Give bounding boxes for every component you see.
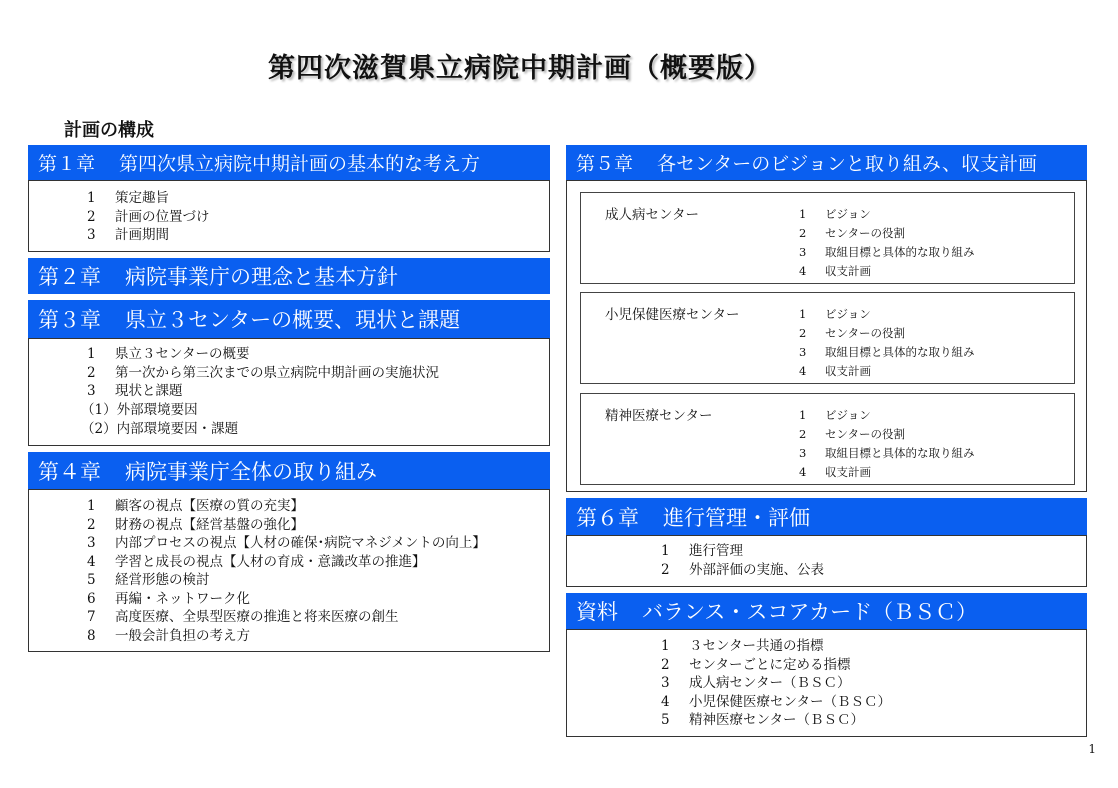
center-items — [799, 205, 975, 281]
chapter-6-list — [661, 542, 824, 579]
list-item: 1 ビジョン — [799, 207, 871, 221]
center-items — [799, 406, 975, 482]
appendix-title: バランス・スコアカード（ＢＳＣ） — [642, 600, 978, 624]
chapter-1-title: 第四次県立病院中期計画の基本的な考え方 — [119, 153, 481, 175]
chapter-6-header — [566, 498, 1087, 535]
chapter-1-list — [87, 189, 210, 245]
list-item: 4 収支計画 — [799, 465, 871, 479]
list-item: 2 財務の視点【経営基盤の強化】 — [87, 516, 304, 533]
chapter-6-body — [566, 535, 1087, 587]
chapter-3-header — [28, 300, 550, 338]
chapter-1-number: 第１章 — [38, 153, 96, 175]
list-item: 2 センターごとに定める指標 — [661, 656, 851, 673]
chapter-4-number: 第４章 — [38, 459, 101, 484]
chapter-3-number: 第３章 — [38, 308, 101, 332]
list-item: 3 現状と課題 — [87, 383, 183, 399]
chapter-1-header — [28, 145, 550, 180]
list-item: （2）内部環境要因・課題 — [81, 420, 239, 437]
center-panel-psychiatric — [580, 393, 1075, 485]
list-item: 1 策定趣旨 — [87, 190, 169, 206]
list-item: 2 第一次から第三次までの県立病院中期計画の実施状況 — [87, 364, 439, 381]
center-items — [799, 305, 975, 381]
center-panel-children — [580, 292, 1075, 384]
chapter-3-sublist — [81, 401, 238, 438]
chapter-4-title: 病院事業庁全体の取り組み — [125, 459, 377, 484]
list-item: 3 取組目標と具体的な取り組み — [799, 245, 975, 259]
list-item: 1 ビジョン — [799, 307, 871, 321]
list-item: 4 収支計画 — [799, 264, 871, 278]
page-number: 1 — [1088, 742, 1096, 756]
list-item: 4 収支計画 — [799, 364, 871, 378]
chapter-5-body — [566, 180, 1087, 492]
list-item: 6 再編・ネットワーク化 — [87, 590, 250, 607]
center-panel-adult — [580, 192, 1075, 284]
list-item: （1）外部環境要因 — [81, 402, 198, 418]
list-item: 1 進行管理 — [661, 543, 743, 559]
appendix-header — [566, 593, 1087, 629]
chapter-5-number: 第５章 — [576, 153, 634, 175]
chapter-4-list — [87, 497, 486, 645]
chapter-3-body — [28, 338, 550, 446]
list-item: 3 成人病センター（ＢＳＣ） — [661, 675, 851, 691]
list-item: 1 ビジョン — [799, 408, 871, 422]
list-item: 3 計画期間 — [87, 227, 169, 243]
list-item: 3 内部プロセスの視点【人材の確保･病院マネジメントの向上】 — [87, 535, 486, 551]
list-item: 3 取組目標と具体的な取り組み — [799, 446, 975, 460]
chapter-6-number: 第６章 — [576, 505, 639, 530]
list-item: 1 顧客の視点【医療の質の充実】 — [87, 498, 304, 514]
chapter-1-body — [28, 180, 550, 252]
list-item: 2 計画の位置づけ — [87, 208, 210, 225]
list-item: 7 高度医療、全県型医療の推進と将来医療の創生 — [87, 609, 399, 625]
list-item: 2 センターの役割 — [799, 427, 906, 441]
page-title: 第四次滋賀県立病院中期計画（概要版） — [268, 53, 772, 84]
appendix-label: 資料 — [576, 600, 618, 624]
list-item: 8 一般会計負担の考え方 — [87, 627, 250, 644]
list-item: 3 取組目標と具体的な取り組み — [799, 345, 975, 359]
chapter-3-title: 県立３センターの概要、現状と課題 — [125, 308, 461, 332]
list-item: 4 小児保健医療センター（ＢＳＣ） — [661, 693, 891, 710]
center-name: 成人病センター — [605, 207, 699, 223]
chapter-2-header — [28, 258, 550, 294]
list-item: 4 学習と成長の視点【人材の育成・意識改革の推進】 — [87, 553, 426, 570]
chapter-5-header — [566, 145, 1087, 180]
center-name: 小児保健医療センター — [605, 307, 740, 323]
chapter-4-header — [28, 452, 550, 489]
appendix-body — [566, 629, 1087, 737]
list-item: 5 経営形態の検討 — [87, 572, 210, 588]
chapter-6-title: 進行管理・評価 — [663, 505, 810, 530]
list-item: 5 精神医療センター（ＢＳＣ） — [661, 712, 864, 728]
chapter-3-list — [87, 345, 439, 401]
list-item: 1 ３センター共通の指標 — [661, 638, 824, 654]
list-item: 1 県立３センターの概要 — [87, 346, 250, 362]
list-item: 2 外部評価の実施、公表 — [661, 561, 824, 578]
chapter-4-body — [28, 489, 550, 652]
list-item: 2 センターの役割 — [799, 326, 906, 340]
chapter-2-number: 第２章 — [38, 265, 101, 289]
appendix-list — [661, 637, 891, 730]
center-name: 精神医療センター — [605, 408, 713, 424]
chapter-2-title: 病院事業庁の理念と基本方針 — [125, 265, 398, 289]
list-item: 2 センターの役割 — [799, 226, 906, 240]
chapter-5-title: 各センターのビジョンと取り組み、収支計画 — [657, 153, 1038, 175]
section-subtitle: 計画の構成 — [64, 120, 154, 141]
